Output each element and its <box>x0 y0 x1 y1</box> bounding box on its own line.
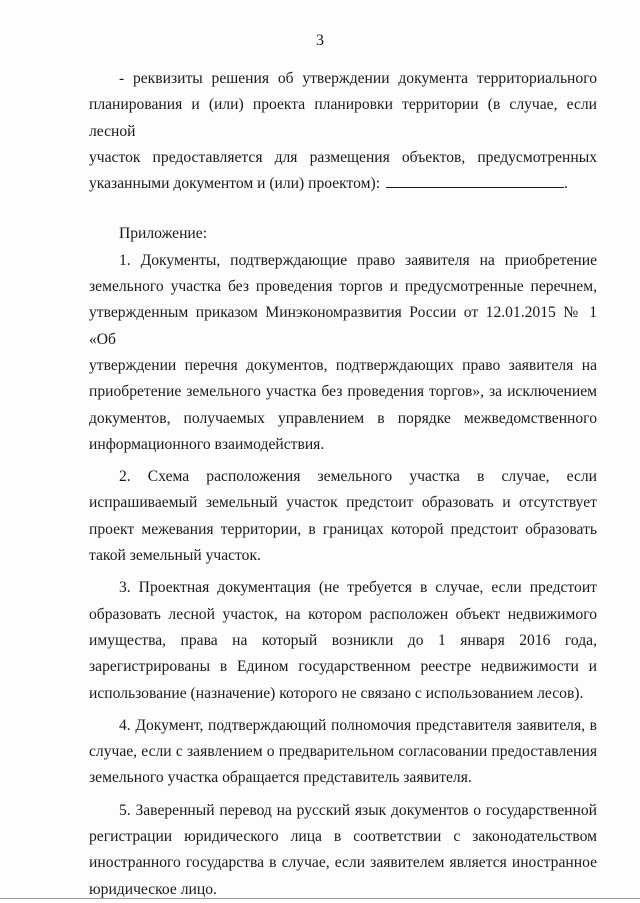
appendix-item-line: такой земельный участок. <box>89 547 261 565</box>
scan-edge-line <box>0 898 640 899</box>
appendix-item-line: иностранного государства в случае, если заявителем является иностранное <box>89 854 597 872</box>
appendix-item-line: 4. Документ, подтверждающий полномочия представителя заявителя, в <box>119 716 597 734</box>
appendix-item-line: использование (назначение) которого не связано с использованием лесов). <box>89 684 584 702</box>
requisites-paragraph <box>89 66 597 197</box>
page-number: 3 <box>316 32 324 49</box>
appendix-item-line: 5. Заверенный перевод на русский язык документов о государственной <box>119 801 597 819</box>
requisites-last-line <box>89 171 597 197</box>
appendix-item-line: утвержденным приказом Минэкономразвития России от 12.01.2015 № 1 «Об <box>89 304 597 348</box>
appendix-item-line: земельного участка обращается представитель заявителя. <box>89 769 472 787</box>
document-body <box>89 66 597 903</box>
appendix-item-line: образовать лесной участок, на котором расположен объект недвижимого <box>89 605 597 623</box>
appendix-item-line: зарегистрированы в Едином государственном реестре недвижимости и <box>89 658 597 676</box>
appendix-item-line: земельного участка без проведения торгов и предусмотренные перечнем, <box>89 278 597 296</box>
appendix-item-line: юридическое лицо. <box>89 880 217 898</box>
appendix-item-4 <box>89 713 597 792</box>
appendix-item-line: имущества, права на который возникли до 1 января 2016 года, <box>89 631 597 649</box>
appendix-item-line: приобретение земельного участка без проведения торгов», за исключением <box>89 383 597 401</box>
appendix-heading: Приложение: <box>119 225 208 243</box>
appendix-item-5 <box>89 798 597 903</box>
appendix-item-line: утверждении перечня документов, подтверждающих право заявителя на <box>89 356 597 374</box>
appendix-item-line: 1. Документы, подтверждающие право заявителя на приобретение <box>119 251 597 269</box>
appendix-item-line: регистрации юридического лица в соответствии с законодательством <box>89 828 597 846</box>
appendix-item-line: испрашиваемый земельный участок предстоит образовать и отсутствует <box>89 494 597 512</box>
appendix-item-line: 3. Проектная документация (не требуется в случае, если предстоит <box>119 579 597 597</box>
appendix-item-2 <box>89 464 597 569</box>
appendix-item-line: информационного взаимодействия. <box>89 435 325 453</box>
requisites-last-line-end: . <box>564 175 568 193</box>
appendix-item-line: случае, если с заявлением о предварительном согласовании предоставления <box>89 743 597 761</box>
appendix-item-3 <box>89 575 597 706</box>
requisites-line: - реквизиты решения об утверждении документа территориального <box>119 70 597 87</box>
appendix-item-line: проект межевания территории, в границах которой предстоит образовать <box>89 520 597 538</box>
appendix-item-line: документов, получаемых управлением в порядке межведомственного <box>89 409 597 427</box>
appendix-item-1 <box>89 248 597 458</box>
requisites-line: планирования и (или) проекта планировки территории (в случае, если лесной <box>89 96 597 140</box>
requisites-blank-field[interactable] <box>386 173 564 188</box>
appendix-item-line: 2. Схема расположения земельного участка в случае, если <box>119 468 597 486</box>
requisites-last-line-text: указанными документом и (или) проектом): <box>89 175 381 193</box>
requisites-line: участок предоставляется для размещения объектов, предусмотренных <box>89 148 597 166</box>
